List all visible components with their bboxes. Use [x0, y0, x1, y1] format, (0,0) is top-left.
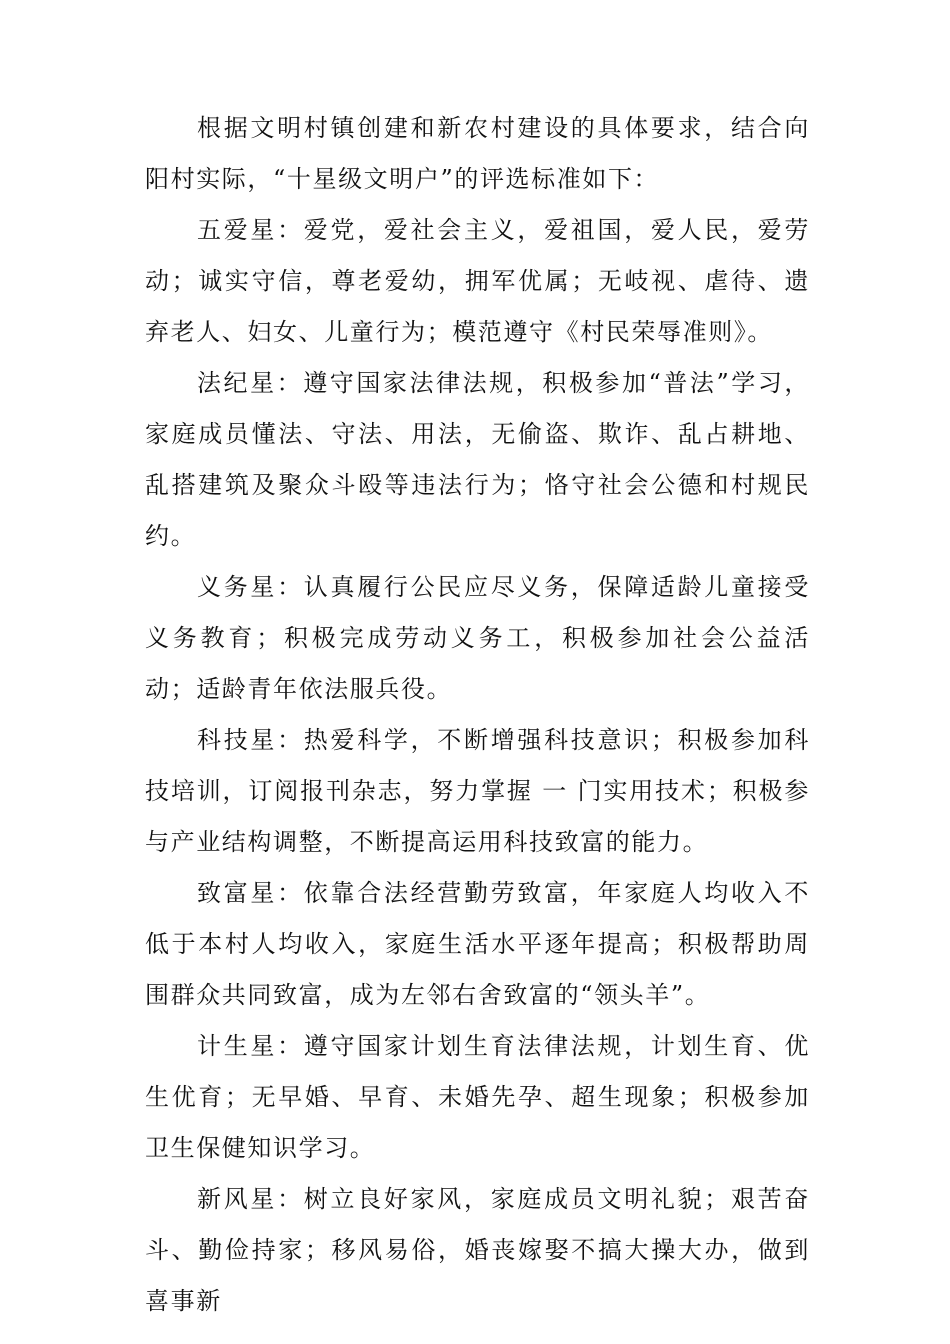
science-tech-star-paragraph: 科技星：热爱科学，不断增强科技意识；积极参加科技培训，订阅报刊杂志，努力掌握 一 门实用技术；积极参与产业结构调整，不断提高运用科技致富的能力。 [145, 726, 810, 856]
intro-paragraph: 根据文明村镇创建和新农村建设的具体要求，结合向阳村实际，“十星级文明户”的评选标准如下： [145, 114, 810, 193]
prosperity-star-paragraph: 致富星：依靠合法经营勤劳致富，年家庭人均收入不低于本村人均收入，家庭生活水平逐年提高；积极帮助周围群众共同致富，成为左邻右舍致富的“领头羊”。 [145, 879, 810, 1009]
five-love-star-paragraph: 五爱星：爱党，爱社会主义，爱祖国，爱人民，爱劳动；诚实守信，尊老爱幼，拥军优属；无岐视、虐待、遗弃老人、妇女、儿童行为；模范遵守《村民荣辱准则》。 [145, 216, 810, 346]
duty-star-paragraph: 义务星：认真履行公民应尽义务，保障适龄儿童接受义务教育；积极完成劳动义务工，积极参加社会公益活动；适龄青年依法服兵役。 [145, 573, 810, 703]
family-planning-star-paragraph: 计生星：遵守国家计划生育法律法规，计划生育、优生优育；无早婚、早育、未婚先孕、超生现象；积极参加卫生保健知识学习。 [145, 1032, 810, 1162]
new-custom-star-paragraph: 新风星：树立良好家风，家庭成员文明礼貌；艰苦奋斗、勤俭持家；移风易俗，婚丧嫁娶不搞大操大办，做到喜事新 [145, 1185, 810, 1315]
law-discipline-star-paragraph: 法纪星：遵守国家法律法规，积极参加“普法”学习，家庭成员懂法、守法、用法，无偷盗、欺诈、乱占耕地、乱搭建筑及聚众斗殴等违法行为；恪守社会公德和村规民约。 [145, 369, 810, 550]
document-body [145, 103, 810, 1327]
